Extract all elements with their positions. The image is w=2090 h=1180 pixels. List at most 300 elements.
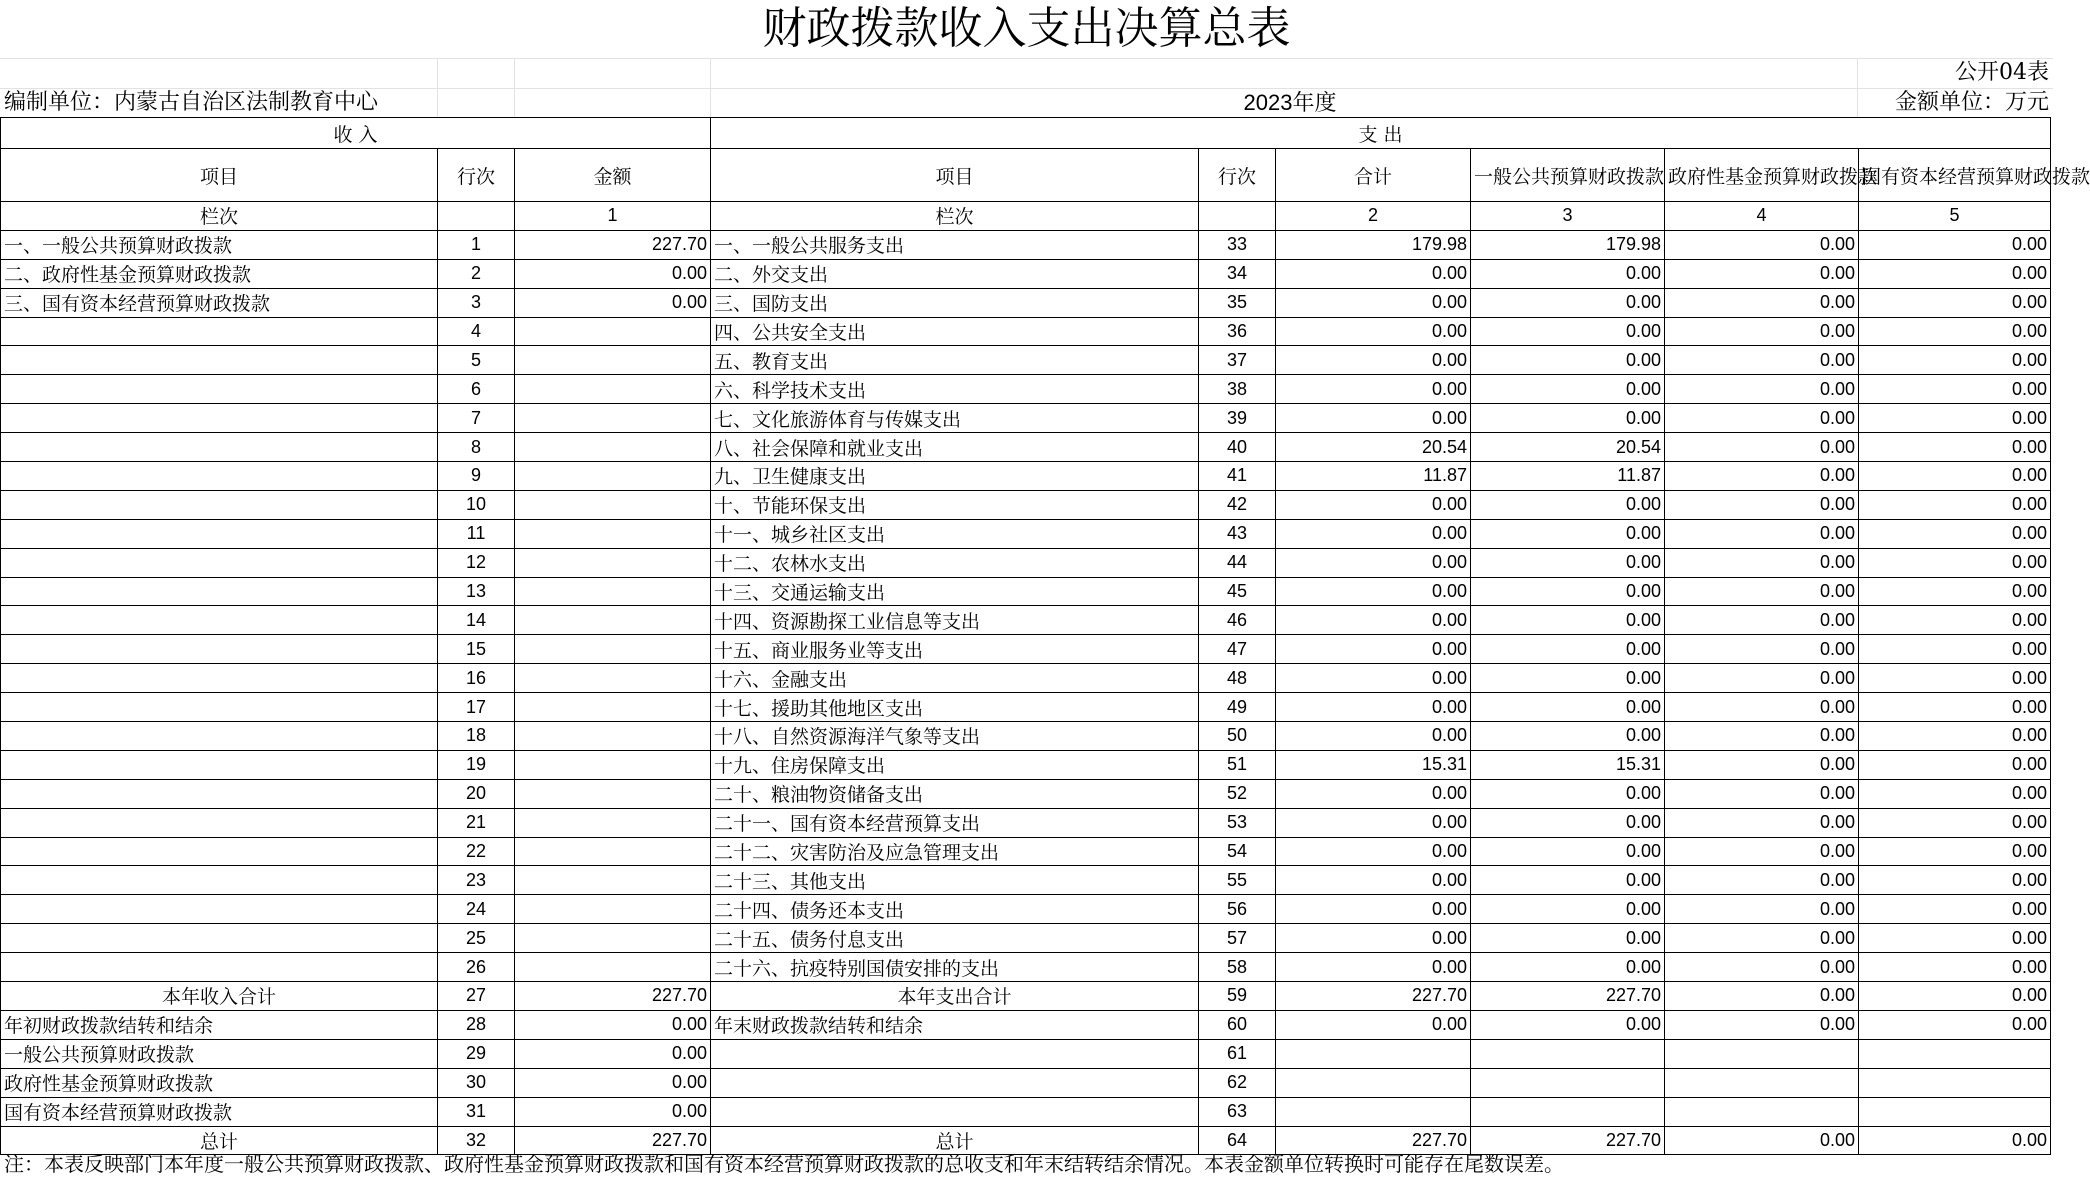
expense-total-cell: 0.00 (1276, 375, 1471, 404)
expense-item-cell: 九、卫生健康支出 (711, 462, 1199, 491)
income-amount-cell: 0.00 (515, 259, 711, 288)
expense-item-cell: 十八、自然资源海洋气象等支出 (711, 722, 1199, 751)
gov-fund-amount-cell (1665, 1097, 1859, 1126)
state-capital-amount-cell: 0.00 (1859, 375, 2051, 404)
income-item-cell (1, 895, 438, 924)
state-capital-amount-cell (1859, 1097, 2051, 1126)
general-budget-amount-cell (1471, 1068, 1665, 1097)
expense-total-cell: 0.00 (1276, 346, 1471, 375)
table-row (1, 490, 2051, 519)
expense-row-no-cell: 51 (1199, 750, 1276, 779)
gov-fund-amount-cell: 0.00 (1665, 924, 1859, 953)
expense-total-cell: 0.00 (1276, 548, 1471, 577)
income-row-no-cell: 27 (438, 982, 515, 1011)
income-row-no-cell: 12 (438, 548, 515, 577)
expense-item-cell: 十一、城乡社区支出 (711, 519, 1199, 548)
table-row (1, 693, 2051, 722)
expense-item-cell: 三、国防支出 (711, 288, 1199, 317)
expense-row-no-cell: 48 (1199, 664, 1276, 693)
income-amount-cell (515, 490, 711, 519)
table-row (1, 230, 2051, 259)
gov-fund-amount-cell: 0.00 (1665, 895, 1859, 924)
gov-fund-amount-cell: 0.00 (1665, 404, 1859, 433)
general-budget-amount-cell: 0.00 (1471, 288, 1665, 317)
expense-row-no-cell: 55 (1199, 866, 1276, 895)
gov-fund-amount-cell: 0.00 (1665, 288, 1859, 317)
expense-total-cell: 0.00 (1276, 837, 1471, 866)
income-amount-cell (515, 548, 711, 577)
gov-fund-amount-cell: 0.00 (1665, 375, 1859, 404)
income-row-no-cell: 13 (438, 577, 515, 606)
expense-total-cell: 0.00 (1276, 693, 1471, 722)
income-row-no-cell: 21 (438, 808, 515, 837)
general-budget-amount-cell: 0.00 (1471, 664, 1665, 693)
income-item-cell (1, 606, 438, 635)
seq-col-5: 5 (1859, 202, 2051, 231)
income-amount-cell (515, 462, 711, 491)
expense-item-header: 项目 (711, 149, 1199, 202)
expense-total-cell: 0.00 (1276, 635, 1471, 664)
expense-total-cell: 0.00 (1276, 866, 1471, 895)
state-capital-amount-cell: 0.00 (1859, 1126, 2051, 1155)
general-budget-amount-cell: 0.00 (1471, 375, 1665, 404)
income-item-cell (1, 866, 438, 895)
table-row (1, 982, 2051, 1011)
income-item-cell (1, 953, 438, 982)
expense-total-cell: 0.00 (1276, 895, 1471, 924)
expense-total-cell: 179.98 (1276, 230, 1471, 259)
expense-row-no-cell: 64 (1199, 1126, 1276, 1155)
income-row-no-cell: 24 (438, 895, 515, 924)
general-budget-amount-cell: 0.00 (1471, 606, 1665, 635)
income-item-cell (1, 462, 438, 491)
gov-fund-amount-cell (1665, 1068, 1859, 1097)
expense-row-no-cell: 44 (1199, 548, 1276, 577)
expense-item-cell: 本年支出合计 (711, 982, 1199, 1011)
income-amount-cell (515, 519, 711, 548)
state-capital-amount-cell: 0.00 (1859, 895, 2051, 924)
expense-row-no-cell: 42 (1199, 490, 1276, 519)
income-amount-cell (515, 693, 711, 722)
empty-cell (1199, 202, 1276, 231)
expense-item-cell: 五、教育支出 (711, 346, 1199, 375)
expense-row-no-cell: 46 (1199, 606, 1276, 635)
expense-section-header: 支 出 (711, 118, 2051, 149)
gov-fund-amount-cell: 0.00 (1665, 577, 1859, 606)
expense-item-cell: 十二、农林水支出 (711, 548, 1199, 577)
gov-fund-amount-cell: 0.00 (1665, 750, 1859, 779)
income-row-no-header: 行次 (438, 149, 515, 202)
state-capital-amount-cell: 0.00 (1859, 548, 2051, 577)
gov-fund-amount-cell: 0.00 (1665, 1010, 1859, 1039)
expense-total-cell (1276, 1039, 1471, 1068)
expense-item-cell: 八、社会保障和就业支出 (711, 433, 1199, 462)
expense-item-cell: 十三、交通运输支出 (711, 577, 1199, 606)
income-item-cell: 本年收入合计 (1, 982, 438, 1011)
table-row (1, 779, 2051, 808)
table-row (1, 664, 2051, 693)
general-budget-amount-cell: 0.00 (1471, 346, 1665, 375)
expense-row-no-cell: 41 (1199, 462, 1276, 491)
expense-row-no-header: 行次 (1199, 149, 1276, 202)
income-row-no-cell: 29 (438, 1039, 515, 1068)
income-amount-cell: 227.70 (515, 1126, 711, 1155)
general-budget-amount-cell (1471, 1039, 1665, 1068)
general-budget-amount-cell: 0.00 (1471, 808, 1665, 837)
gov-fund-amount-cell: 0.00 (1665, 1126, 1859, 1155)
income-amount-cell: 227.70 (515, 982, 711, 1011)
expense-item-cell: 十九、住房保障支出 (711, 750, 1199, 779)
expense-total-cell: 0.00 (1276, 953, 1471, 982)
income-amount-cell: 227.70 (515, 230, 711, 259)
expense-row-no-cell: 58 (1199, 953, 1276, 982)
income-amount-cell (515, 866, 711, 895)
income-item-cell (1, 924, 438, 953)
state-capital-amount-cell: 0.00 (1859, 317, 2051, 346)
income-amount-cell (515, 750, 711, 779)
state-capital-amount-cell: 0.00 (1859, 953, 2051, 982)
column-header-row (1, 149, 2051, 202)
expense-item-cell: 十、节能环保支出 (711, 490, 1199, 519)
state-capital-amount-cell (1859, 1039, 2051, 1068)
state-capital-amount-cell: 0.00 (1859, 288, 2051, 317)
income-row-no-cell: 9 (438, 462, 515, 491)
state-capital-amount-cell: 0.00 (1859, 808, 2051, 837)
gov-fund-amount-cell: 0.00 (1665, 317, 1859, 346)
table-row (1, 375, 2051, 404)
income-item-cell: 一、一般公共预算财政拨款 (1, 230, 438, 259)
gov-fund-amount-cell: 0.00 (1665, 837, 1859, 866)
income-item-cell (1, 837, 438, 866)
income-row-no-cell: 30 (438, 1068, 515, 1097)
empty-cell (438, 202, 515, 231)
expense-item-cell: 二、外交支出 (711, 259, 1199, 288)
state-capital-amount-cell (1859, 1068, 2051, 1097)
expense-row-no-cell: 61 (1199, 1039, 1276, 1068)
general-budget-amount-cell: 0.00 (1471, 779, 1665, 808)
income-amount-cell (515, 808, 711, 837)
gov-fund-amount-cell: 0.00 (1665, 779, 1859, 808)
report-title: 财政拨款收入支出决算总表 (762, 3, 1291, 54)
general-budget-amount-cell: 227.70 (1471, 982, 1665, 1011)
income-row-no-cell: 25 (438, 924, 515, 953)
expense-total-cell: 227.70 (1276, 982, 1471, 1011)
expense-item-cell: 十五、商业服务业等支出 (711, 635, 1199, 664)
expense-item-cell: 总计 (711, 1126, 1199, 1155)
expense-item-cell (711, 1039, 1199, 1068)
expense-total-cell: 20.54 (1276, 433, 1471, 462)
expense-total-cell: 0.00 (1276, 577, 1471, 606)
table-row (1, 866, 2051, 895)
income-row-no-cell: 26 (438, 953, 515, 982)
expense-total-cell: 0.00 (1276, 259, 1471, 288)
state-capital-amount-cell: 0.00 (1859, 722, 2051, 751)
state-capital-amount-cell: 0.00 (1859, 404, 2051, 433)
expense-total-cell (1276, 1097, 1471, 1126)
general-budget-amount-cell: 15.31 (1471, 750, 1665, 779)
table-row (1, 606, 2051, 635)
general-budget-amount-cell: 0.00 (1471, 1010, 1665, 1039)
form-code: 公开04表 (1955, 60, 2049, 85)
expense-row-no-cell: 37 (1199, 346, 1276, 375)
expense-item-cell: 二十三、其他支出 (711, 866, 1199, 895)
section-header-row (1, 118, 2051, 149)
amount-unit: 金额单位：万元 (1894, 90, 2049, 115)
state-capital-amount-cell: 0.00 (1859, 230, 2051, 259)
expense-row-no-cell: 52 (1199, 779, 1276, 808)
compiling-unit: 编制单位：内蒙古自治区法制教育中心 (4, 90, 379, 115)
income-amount-cell: 0.00 (515, 288, 711, 317)
income-amount-cell: 0.00 (515, 1039, 711, 1068)
expense-item-cell (711, 1097, 1199, 1126)
income-row-no-cell: 17 (438, 693, 515, 722)
table-row (1, 1039, 2051, 1068)
expense-item-cell: 六、科学技术支出 (711, 375, 1199, 404)
expense-total-cell: 0.00 (1276, 1010, 1471, 1039)
table-row (1, 404, 2051, 433)
gov-fund-amount-cell: 0.00 (1665, 548, 1859, 577)
expense-item-cell: 四、公共安全支出 (711, 317, 1199, 346)
income-item-cell (1, 548, 438, 577)
state-capital-amount-cell: 0.00 (1859, 577, 2051, 606)
general-budget-amount-cell: 0.00 (1471, 519, 1665, 548)
budget-summary-table (0, 117, 2090, 1155)
state-capital-amount-cell: 0.00 (1859, 1010, 2051, 1039)
income-row-no-cell: 1 (438, 230, 515, 259)
income-amount-cell (515, 837, 711, 866)
general-budget-amount-cell: 0.00 (1471, 317, 1665, 346)
general-budget-amount-cell: 0.00 (1471, 924, 1665, 953)
fiscal-year: 2023年度 (1243, 90, 1337, 115)
income-row-no-cell: 19 (438, 750, 515, 779)
seq-col-2: 2 (1276, 202, 1471, 231)
income-item-cell (1, 577, 438, 606)
income-row-no-cell: 32 (438, 1126, 515, 1155)
expense-row-no-cell: 53 (1199, 808, 1276, 837)
state-capital-amount-cell: 0.00 (1859, 924, 2051, 953)
income-item-cell (1, 433, 438, 462)
expense-row-no-cell: 57 (1199, 924, 1276, 953)
income-item-cell (1, 750, 438, 779)
income-amount-cell (515, 433, 711, 462)
expense-row-no-cell: 35 (1199, 288, 1276, 317)
table-row (1, 462, 2051, 491)
expense-row-no-cell: 39 (1199, 404, 1276, 433)
income-amount-cell: 0.00 (515, 1097, 711, 1126)
income-amount-cell (515, 375, 711, 404)
expense-item-cell: 年末财政拨款结转和结余 (711, 1010, 1199, 1039)
state-capital-amount-cell: 0.00 (1859, 635, 2051, 664)
income-amount-cell (515, 317, 711, 346)
income-row-no-cell: 7 (438, 404, 515, 433)
general-budget-amount-cell: 0.00 (1471, 259, 1665, 288)
gov-fund-amount-cell: 0.00 (1665, 230, 1859, 259)
gov-fund-amount-cell: 0.00 (1665, 664, 1859, 693)
income-item-cell (1, 664, 438, 693)
table-row (1, 953, 2051, 982)
state-capital-amount-cell: 0.00 (1859, 866, 2051, 895)
income-item-cell: 政府性基金预算财政拨款 (1, 1068, 438, 1097)
gov-fund-header: 政府性基金预算财政拨款 (1665, 149, 1859, 202)
income-item-cell: 二、政府性基金预算财政拨款 (1, 259, 438, 288)
expense-total-cell: 11.87 (1276, 462, 1471, 491)
income-amount-cell (515, 404, 711, 433)
income-item-cell: 总计 (1, 1126, 438, 1155)
general-budget-amount-cell: 0.00 (1471, 953, 1665, 982)
expense-item-cell (711, 1068, 1199, 1097)
income-amount-cell (515, 635, 711, 664)
seq-col-1: 1 (515, 202, 711, 231)
total-header: 合计 (1276, 149, 1471, 202)
general-budget-amount-cell: 227.70 (1471, 1126, 1665, 1155)
expense-total-cell: 0.00 (1276, 722, 1471, 751)
expense-total-cell: 0.00 (1276, 490, 1471, 519)
table-row (1, 288, 2051, 317)
income-row-no-cell: 23 (438, 866, 515, 895)
income-row-no-cell: 16 (438, 664, 515, 693)
gov-fund-amount-cell: 0.00 (1665, 259, 1859, 288)
income-row-no-cell: 28 (438, 1010, 515, 1039)
income-row-no-cell: 4 (438, 317, 515, 346)
income-item-cell (1, 490, 438, 519)
expense-total-cell: 0.00 (1276, 924, 1471, 953)
income-amount-cell (515, 779, 711, 808)
general-budget-amount-cell: 0.00 (1471, 404, 1665, 433)
table-row (1, 317, 2051, 346)
expense-total-cell: 15.31 (1276, 750, 1471, 779)
expense-row-no-cell: 59 (1199, 982, 1276, 1011)
income-item-cell (1, 722, 438, 751)
gov-fund-amount-cell: 0.00 (1665, 722, 1859, 751)
state-capital-amount-cell: 0.00 (1859, 519, 2051, 548)
state-capital-amount-cell: 0.00 (1859, 433, 2051, 462)
income-row-no-cell: 11 (438, 519, 515, 548)
expense-item-cell: 七、文化旅游体育与传媒支出 (711, 404, 1199, 433)
income-item-cell (1, 375, 438, 404)
expense-total-cell: 0.00 (1276, 404, 1471, 433)
income-row-no-cell: 8 (438, 433, 515, 462)
general-budget-amount-cell: 0.00 (1471, 722, 1665, 751)
state-capital-amount-cell: 0.00 (1859, 837, 2051, 866)
table-row (1, 895, 2051, 924)
general-budget-amount-cell: 0.00 (1471, 490, 1665, 519)
gov-fund-amount-cell: 0.00 (1665, 953, 1859, 982)
expense-row-no-cell: 33 (1199, 230, 1276, 259)
income-row-no-cell: 5 (438, 346, 515, 375)
expense-row-no-cell: 43 (1199, 519, 1276, 548)
income-amount-header: 金额 (515, 149, 711, 202)
footnote: 注：本表反映部门本年度一般公共预算财政拨款、政府性基金预算财政拨款和国有资本经营预算财政拨款的总收支和年末结转结余情况。本表金额单位转换时可能存在尾数误差。 (4, 1152, 1564, 1176)
table-row (1, 750, 2051, 779)
income-seq-label: 栏次 (1, 202, 438, 231)
state-capital-amount-cell: 0.00 (1859, 346, 2051, 375)
income-item-cell (1, 346, 438, 375)
expense-item-cell: 十六、金融支出 (711, 664, 1199, 693)
state-capital-amount-cell: 0.00 (1859, 750, 2051, 779)
income-item-cell: 年初财政拨款结转和结余 (1, 1010, 438, 1039)
income-amount-cell: 0.00 (515, 1068, 711, 1097)
expense-total-cell: 0.00 (1276, 519, 1471, 548)
income-item-cell (1, 519, 438, 548)
expense-row-no-cell: 50 (1199, 722, 1276, 751)
expense-row-no-cell: 36 (1199, 317, 1276, 346)
expense-item-cell: 二十四、债务还本支出 (711, 895, 1199, 924)
general-budget-amount-cell: 179.98 (1471, 230, 1665, 259)
income-amount-cell (515, 924, 711, 953)
table-row (1, 635, 2051, 664)
gov-fund-amount-cell: 0.00 (1665, 462, 1859, 491)
expense-item-cell: 二十、粮油物资储备支出 (711, 779, 1199, 808)
income-amount-cell (515, 346, 711, 375)
table-row (1, 924, 2051, 953)
table-row (1, 837, 2051, 866)
income-row-no-cell: 22 (438, 837, 515, 866)
state-capital-amount-cell: 0.00 (1859, 490, 2051, 519)
general-budget-amount-cell: 0.00 (1471, 635, 1665, 664)
gov-fund-amount-cell: 0.00 (1665, 866, 1859, 895)
income-amount-cell: 0.00 (515, 1010, 711, 1039)
gov-fund-amount-cell: 0.00 (1665, 982, 1859, 1011)
column-seq-row (1, 202, 2051, 231)
table-row (1, 548, 2051, 577)
expense-item-cell: 二十六、抗疫特别国债安排的支出 (711, 953, 1199, 982)
gov-fund-amount-cell: 0.00 (1665, 635, 1859, 664)
income-item-cell: 一般公共预算财政拨款 (1, 1039, 438, 1068)
income-amount-cell (515, 664, 711, 693)
income-row-no-cell: 18 (438, 722, 515, 751)
income-row-no-cell: 10 (438, 490, 515, 519)
general-budget-amount-cell: 0.00 (1471, 866, 1665, 895)
table-row (1, 1010, 2051, 1039)
income-item-cell (1, 404, 438, 433)
table-row (1, 433, 2051, 462)
table-row (1, 1068, 2051, 1097)
state-capital-amount-cell: 0.00 (1859, 462, 2051, 491)
expense-total-cell: 227.70 (1276, 1126, 1471, 1155)
income-item-cell (1, 808, 438, 837)
income-item-cell (1, 317, 438, 346)
table-row (1, 808, 2051, 837)
table-row (1, 722, 2051, 751)
general-budget-amount-cell: 11.87 (1471, 462, 1665, 491)
gov-fund-amount-cell: 0.00 (1665, 519, 1859, 548)
expense-total-cell: 0.00 (1276, 664, 1471, 693)
income-amount-cell (515, 953, 711, 982)
expense-total-cell: 0.00 (1276, 779, 1471, 808)
general-budget-amount-cell: 20.54 (1471, 433, 1665, 462)
expense-row-no-cell: 54 (1199, 837, 1276, 866)
expense-row-no-cell: 45 (1199, 577, 1276, 606)
income-section-header: 收 入 (1, 118, 711, 149)
general-budget-amount-cell: 0.00 (1471, 895, 1665, 924)
expense-item-cell: 十四、资源勘探工业信息等支出 (711, 606, 1199, 635)
income-row-no-cell: 15 (438, 635, 515, 664)
expense-seq-label: 栏次 (711, 202, 1199, 231)
expense-row-no-cell: 47 (1199, 635, 1276, 664)
expense-row-no-cell: 62 (1199, 1068, 1276, 1097)
state-capital-amount-cell: 0.00 (1859, 693, 2051, 722)
general-budget-amount-cell: 0.00 (1471, 548, 1665, 577)
income-row-no-cell: 3 (438, 288, 515, 317)
general-budget-header: 一般公共预算财政拨款 (1471, 149, 1665, 202)
expense-total-cell (1276, 1068, 1471, 1097)
expense-item-cell: 二十一、国有资本经营预算支出 (711, 808, 1199, 837)
general-budget-amount-cell (1471, 1097, 1665, 1126)
expense-row-no-cell: 63 (1199, 1097, 1276, 1126)
gov-fund-amount-cell: 0.00 (1665, 606, 1859, 635)
table-row (1, 519, 2051, 548)
expense-row-no-cell: 34 (1199, 259, 1276, 288)
